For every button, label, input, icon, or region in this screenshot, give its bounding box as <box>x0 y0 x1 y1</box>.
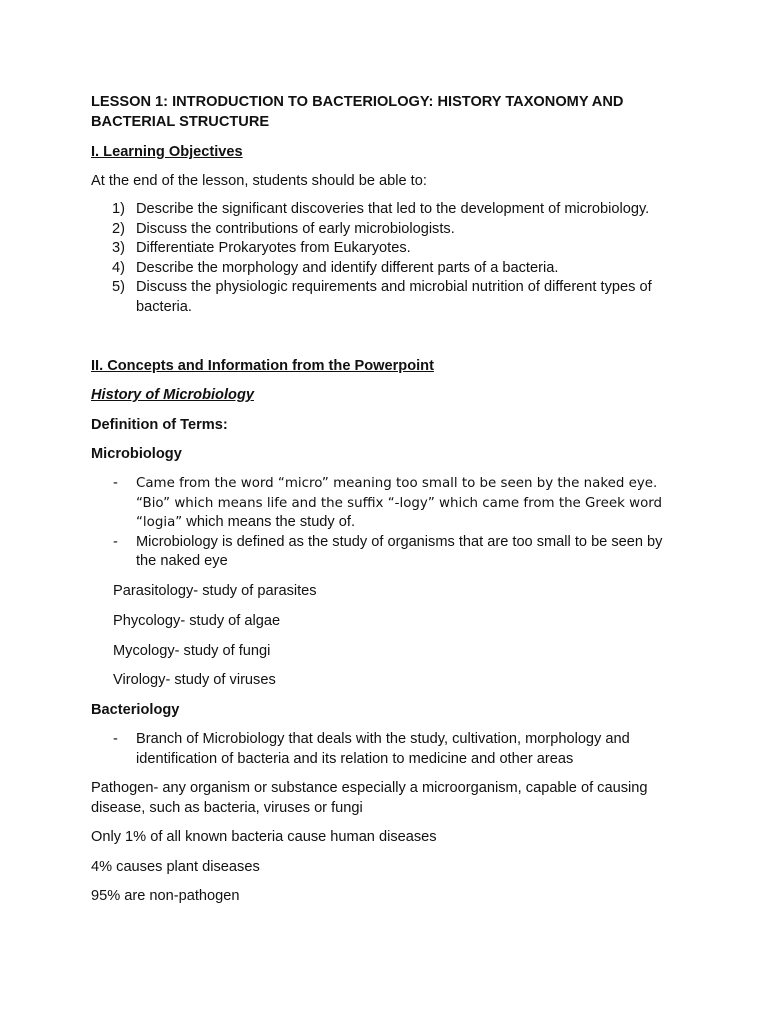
bullet-text-part2: which means the study of. <box>182 514 355 530</box>
branch-phycology: Phycology- study of algae <box>113 613 281 629</box>
list-item <box>91 259 678 279</box>
fact-non-pathogen: 95% are non-pathogen <box>91 888 240 904</box>
list-text: Describe the significant discoveries that led to the development of microbiology. <box>136 201 650 217</box>
fact-plant-diseases: 4% causes plant diseases <box>91 859 260 875</box>
list-number: 4) <box>112 259 125 276</box>
lesson-title: LESSON 1: INTRODUCTION TO BACTERIOLOGY: HISTORY TAXONOMY AND BACTERIAL STRUCTURE <box>91 94 624 130</box>
objectives-list <box>91 200 678 317</box>
bacteriology-heading: Bacteriology <box>91 702 180 718</box>
learning-objectives-heading: I. Learning Objectives <box>91 144 243 160</box>
list-item <box>91 200 678 220</box>
list-item <box>91 278 678 317</box>
list-text: Discuss the contributions of early microbiologists. <box>136 220 455 237</box>
history-subheading: History of Microbiology <box>91 387 254 403</box>
dash-bullet: - <box>113 533 118 550</box>
dash-bullet: - <box>113 475 118 491</box>
list-text <box>136 474 678 533</box>
list-number: 2) <box>112 220 125 237</box>
dash-bullet: - <box>113 731 118 747</box>
branch-parasitology: Parasitology- study of parasites <box>113 583 317 599</box>
branch-virology: Virology- study of viruses <box>113 672 276 688</box>
list-number: 1) <box>112 201 125 217</box>
list-item <box>91 239 678 259</box>
definition-heading: Definition of Terms: <box>91 417 228 433</box>
list-item <box>91 533 678 572</box>
list-number: 5) <box>112 279 125 295</box>
branch-mycology: Mycology- study of fungi <box>113 643 271 659</box>
list-item <box>91 474 678 533</box>
bacteriology-bullets <box>91 730 678 769</box>
objectives-intro: At the end of the lesson, students should be able to: <box>91 173 427 189</box>
list-text: Microbiology is defined as the study of organisms that are too small to be seen by the naked eye <box>136 533 663 569</box>
list-text: Discuss the physiologic requirements and microbial nutrition of different types of bacteria. <box>136 279 652 315</box>
list-number: 3) <box>112 240 125 256</box>
list-text: Branch of Microbiology that deals with the study, cultivation, morphology and identification of bacteria and its relation to medicine and other areas <box>136 731 630 767</box>
microbiology-heading: Microbiology <box>91 446 182 462</box>
list-item <box>91 730 678 769</box>
microbiology-bullets <box>91 474 678 572</box>
pathogen-definition: Pathogen- any organism or substance especially a microorganism, capable of causing disease, such as bacteria, viruses or fungi <box>91 780 648 816</box>
concepts-heading: II. Concepts and Information from the Powerpoint <box>91 358 434 374</box>
list-text: Differentiate Prokaryotes from Eukaryotes. <box>136 240 411 256</box>
list-text: Describe the morphology and identify different parts of a bacteria. <box>136 259 559 276</box>
bullet-text-part1: Came from the word “micro” meaning too small to be seen by the naked eye. “Bio” which means life and the suffix “-logy” which came from the Greek word “logia” <box>136 476 663 530</box>
list-item <box>91 220 678 240</box>
fact-human-diseases: Only 1% of all known bacteria cause human diseases <box>91 829 437 845</box>
